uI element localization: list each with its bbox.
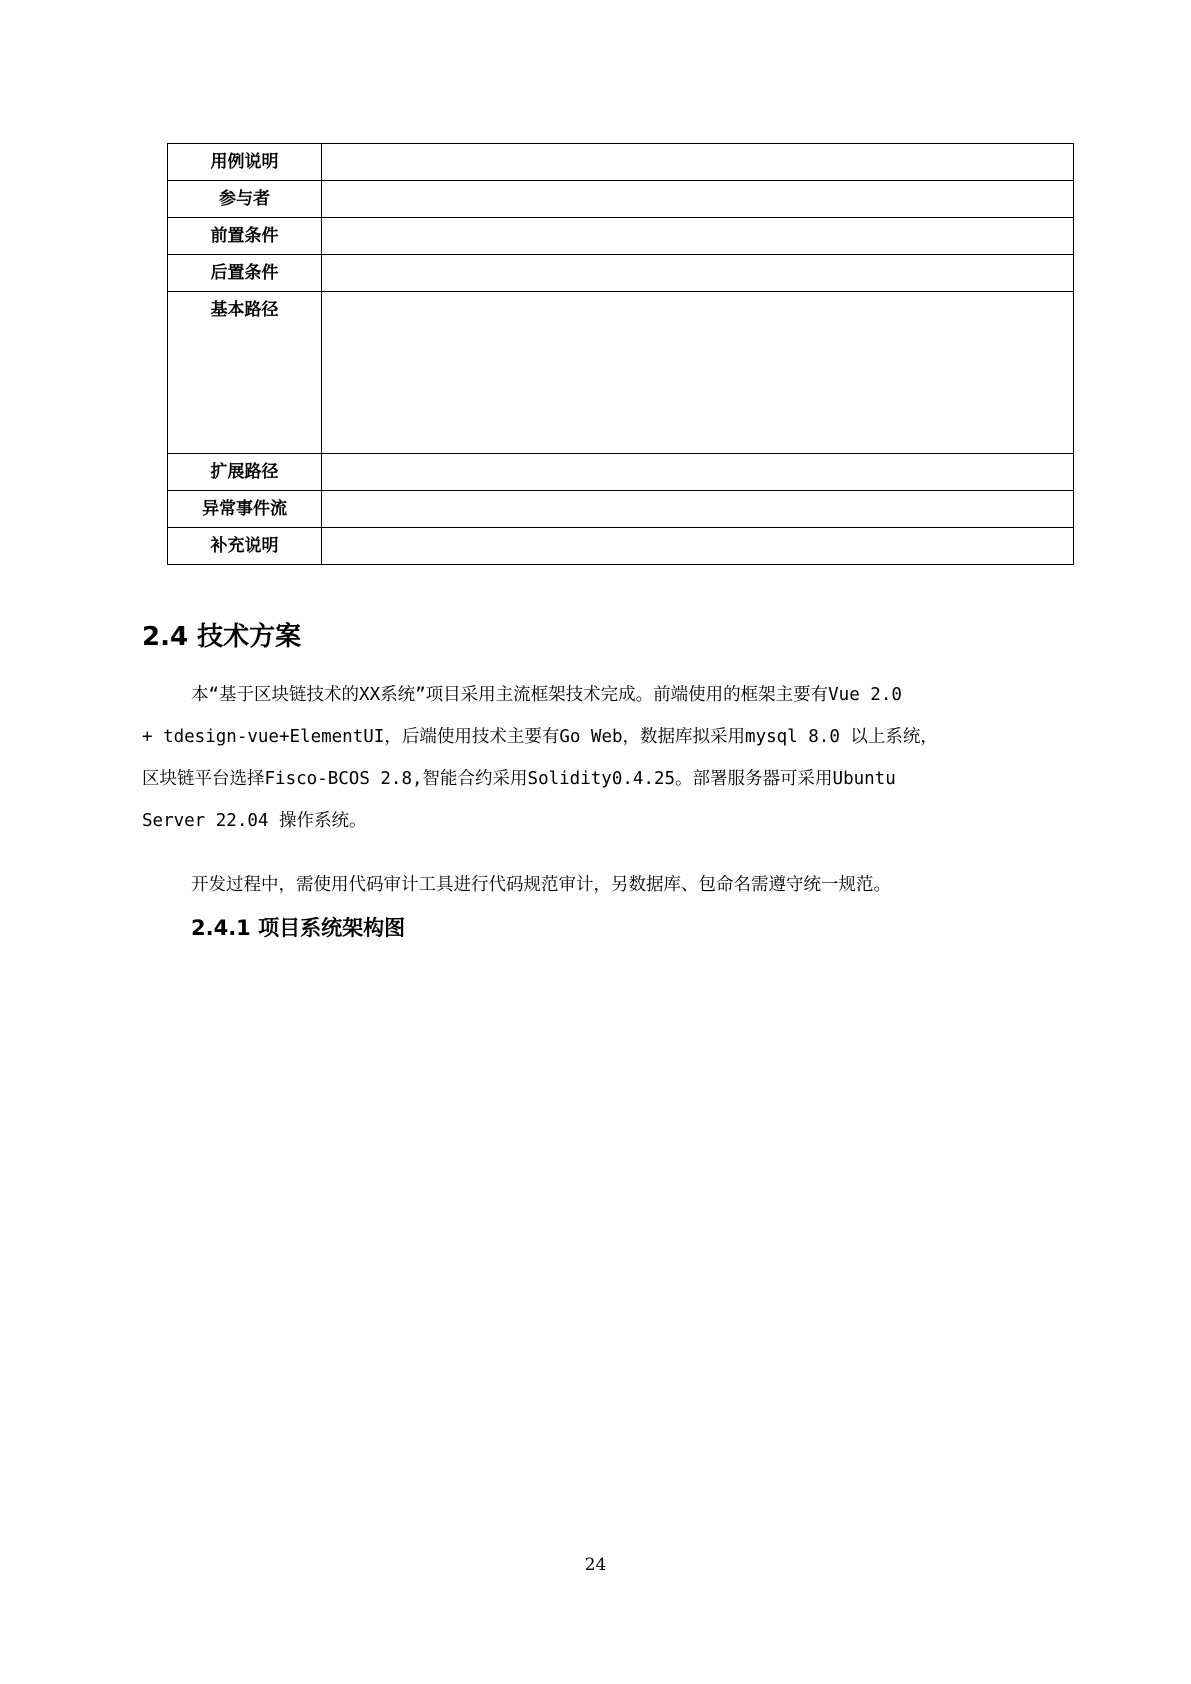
row-value-supplementary-notes[interactable] — [322, 528, 1074, 565]
row-value-use-case-description[interactable] — [322, 144, 1074, 181]
row-label-postconditions: 后置条件 — [168, 255, 322, 292]
section-heading: 2.4 技术方案 — [142, 622, 302, 652]
table-row — [168, 181, 1074, 218]
row-value-participants[interactable] — [322, 181, 1074, 218]
row-label-extended-path: 扩展路径 — [168, 454, 322, 491]
row-label-preconditions: 前置条件 — [168, 218, 322, 255]
tech-stack-paragraph — [142, 674, 1062, 842]
use-case-table — [167, 143, 1074, 565]
row-value-exception-flow[interactable] — [322, 491, 1074, 528]
row-value-basic-path[interactable] — [322, 292, 1074, 454]
table-row — [168, 255, 1074, 292]
subsection-heading: 2.4.1 项目系统架构图 — [191, 916, 406, 940]
table-row — [168, 218, 1074, 255]
row-value-postconditions[interactable] — [322, 255, 1074, 292]
row-label-supplementary-notes: 补充说明 — [168, 528, 322, 565]
development-standards-paragraph — [142, 864, 1062, 906]
row-label-basic-path: 基本路径 — [168, 292, 322, 454]
table-row — [168, 292, 1074, 454]
page-number: 24 — [584, 1555, 607, 1575]
row-value-preconditions[interactable] — [322, 218, 1074, 255]
table-row — [168, 491, 1074, 528]
paragraph-line: Server 22.04 操作系统。 — [142, 811, 367, 831]
row-label-exception-flow: 异常事件流 — [168, 491, 322, 528]
row-value-extended-path[interactable] — [322, 454, 1074, 491]
table-row — [168, 528, 1074, 565]
paragraph-line: 本“基于区块链技术的XX系统”项目采用主流框架技术完成。前端使用的框架主要有Vue 2.0 — [191, 685, 902, 705]
paragraph-line: 区块链平台选择Fisco-BCOS 2.8,智能合约采用Solidity0.4.25。部署服务器可采用Ubuntu — [142, 769, 896, 789]
table-row — [168, 454, 1074, 491]
table-row — [168, 144, 1074, 181]
row-label-use-case-description: 用例说明 — [168, 144, 322, 181]
row-label-participants: 参与者 — [168, 181, 322, 218]
paragraph-line: 开发过程中，需使用代码审计工具进行代码规范审计，另数据库、包命名需遵守统一规范。 — [191, 875, 891, 895]
paragraph-line: + tdesign-vue+ElementUI，后端使用技术主要有Go Web，数据库拟采用mysql 8.0 以上系统， — [142, 727, 938, 747]
